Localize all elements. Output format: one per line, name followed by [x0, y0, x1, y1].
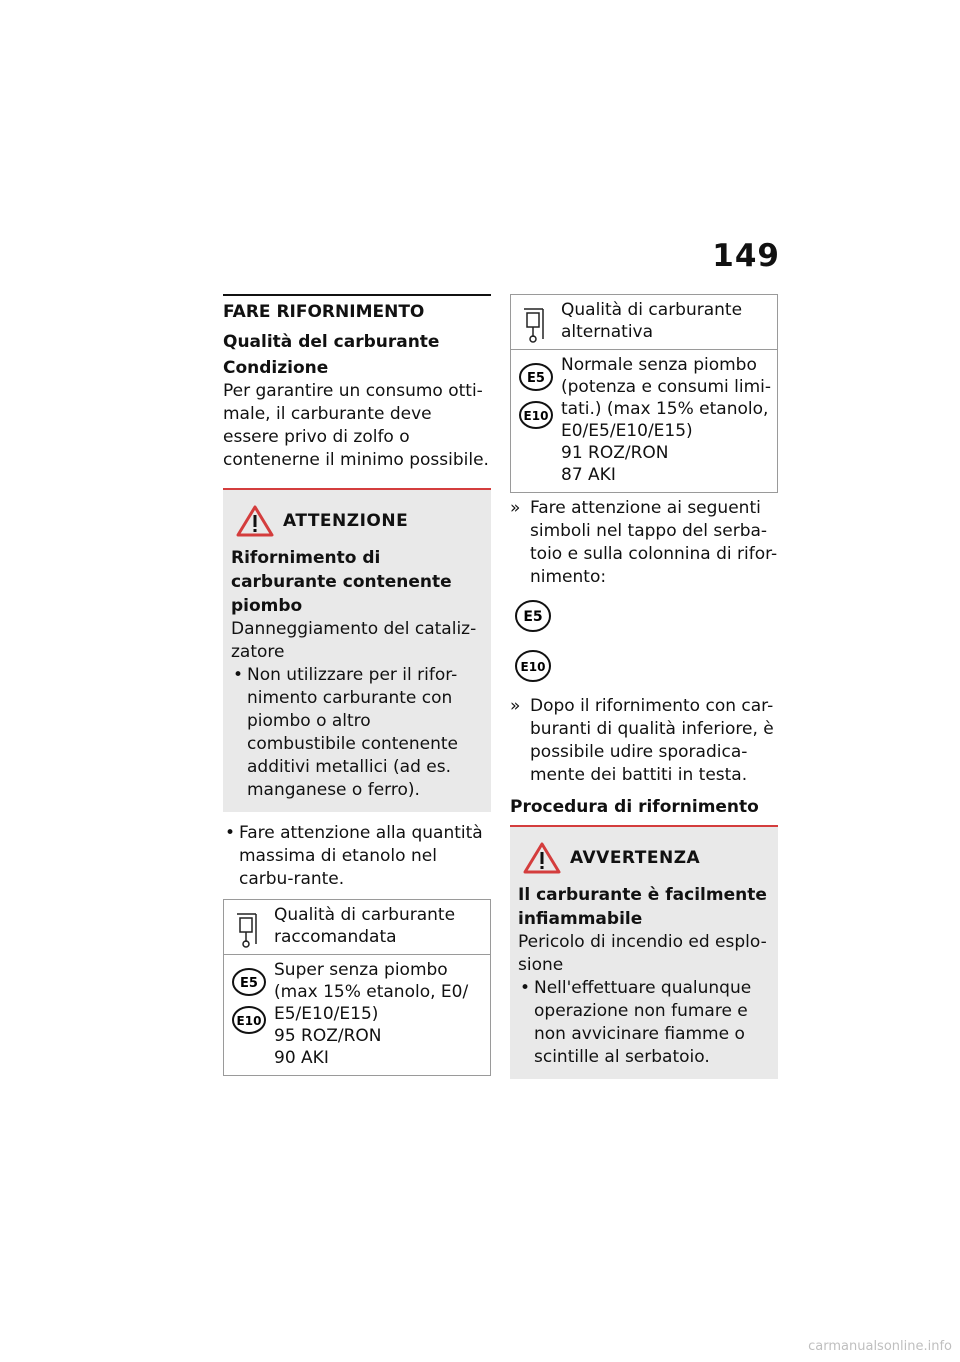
svg-text:E5: E5 [240, 976, 258, 991]
attenzione-box [223, 488, 491, 812]
condition-text: Per garantire un consumo otti-male, il carburante deve essere privo di zolfo o contenerne il minimo possibile. [223, 381, 489, 470]
recommended-line: Super senza piombo [274, 960, 448, 980]
attenzione-bullet: • Non utilizzare per il rifor-nimento carburante con piombo o altro combustibile contenente additivi metallici (ad es. manganese o ferro). [231, 664, 483, 802]
section-title: FARE RIFORNIMENTO [223, 302, 425, 322]
e10-badge-icon [518, 400, 554, 430]
page-number: 149 [712, 238, 780, 274]
alternative-line: (potenza e consumi limi- [561, 377, 772, 397]
svg-text:E5: E5 [523, 609, 543, 625]
e10-symbol-icon [514, 649, 552, 683]
avvertenza-subtitle: Il carburante è facilmente infiammabile [518, 885, 767, 929]
alternative-details [561, 350, 777, 492]
alternative-line: E0/E5/E10/E15) [561, 421, 693, 441]
table-row [224, 900, 490, 954]
alternative-line: 87 AKI [561, 465, 616, 485]
subsection-title: Qualità del carburante [223, 332, 440, 352]
ethanol-bullet: • Fare attenzione alla quantità massima di etanolo nel carbu-rante. [223, 822, 491, 891]
attenzione-title: ATTENZIONE [283, 511, 409, 531]
right-column [510, 294, 778, 1079]
e5-symbol-icon [514, 599, 552, 633]
warning-triangle-icon [522, 841, 562, 875]
alternative-line: tati.) (max 15% etanolo, [561, 399, 769, 419]
recommended-header: Qualità di carburante raccomandata [274, 905, 456, 947]
e5-badge-icon [231, 967, 267, 997]
attenzione-header [235, 504, 483, 538]
section-rule [223, 294, 491, 296]
watermark: carmanualsonline.info [808, 1339, 952, 1354]
recommended-fuel-table [223, 899, 491, 1076]
lower-quality-instruction: » Dopo il rifornimento con car-buranti di qualità inferiore, è possibile udire sporadica-mente dei battiti in testa. [510, 695, 778, 787]
recommended-line: 90 AKI [274, 1048, 329, 1068]
e5-badge-icon [518, 362, 554, 392]
recommended-details [274, 955, 490, 1075]
symbols-instruction: » Fare attenzione ai seguenti simboli nel tappo del serba-toio e sulla colonnina di rifor-nimento: [510, 497, 778, 589]
svg-text:E10: E10 [236, 1014, 262, 1028]
e10-badge-icon [231, 1005, 267, 1035]
condition-heading: Condizione [223, 358, 329, 378]
avvertenza-title: AVVERTENZA [570, 848, 701, 868]
alternative-fuel-table [510, 294, 778, 493]
attenzione-description: Danneggiamento del cataliz-zatore [231, 619, 477, 662]
alternative-line: 91 ROZ/RON [561, 443, 669, 463]
alternative-line: Normale senza piombo [561, 355, 757, 375]
avvertenza-bullet: • Nell'effettuare qualunque operazione non fumare e non avvicinare fiamme o scintille al serbatoio. [518, 977, 770, 1069]
table-row [511, 349, 777, 492]
fuel-pump-icon [234, 908, 264, 948]
recommended-line: (max 15% etanolo, E0/ [274, 982, 469, 1002]
fuel-pump-icon [521, 303, 551, 343]
table-row [224, 954, 490, 1075]
alternative-header: Qualità di carburante alternativa [561, 300, 743, 342]
svg-text:E5: E5 [527, 371, 545, 386]
avvertenza-header [522, 841, 770, 875]
avvertenza-description: Pericolo di incendio ed esplo-sione [518, 932, 767, 975]
left-column [223, 294, 491, 1076]
recommended-line: 95 ROZ/RON [274, 1026, 382, 1046]
symbols-list [514, 599, 778, 687]
attenzione-subtitle: Rifornimento di carburante contenente piombo [231, 548, 452, 616]
recommended-line: E5/E10/E15) [274, 1004, 379, 1024]
svg-text:E10: E10 [520, 660, 546, 674]
svg-text:E10: E10 [523, 409, 549, 423]
warning-triangle-icon [235, 504, 275, 538]
procedure-heading: Procedura di rifornimento [510, 797, 759, 817]
avvertenza-box [510, 825, 778, 1079]
table-row [511, 295, 777, 349]
